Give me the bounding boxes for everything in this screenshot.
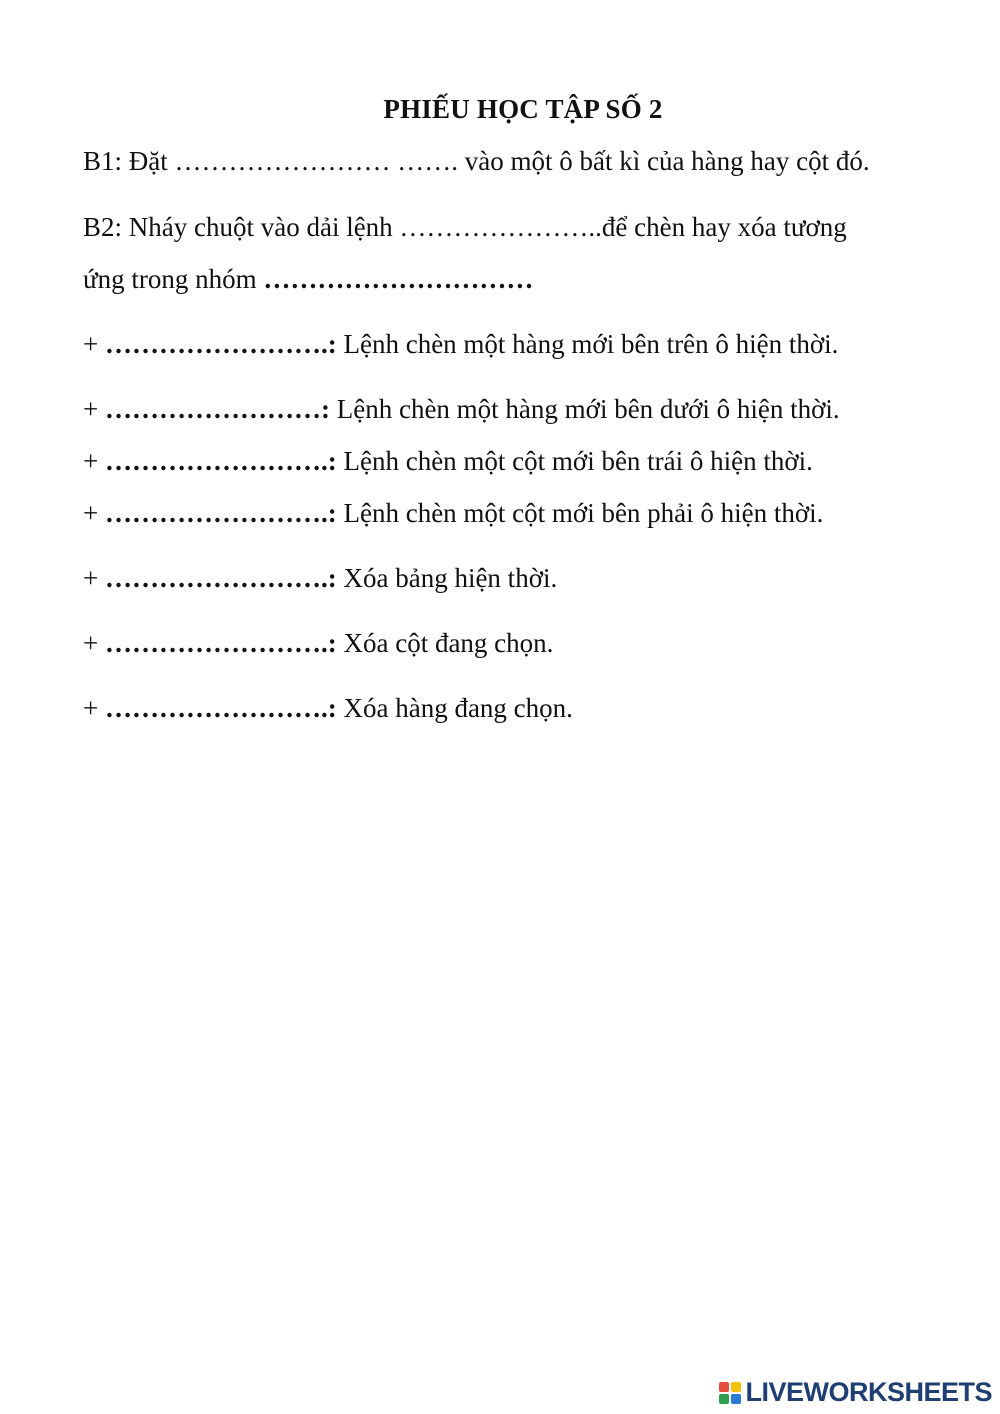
item-prefix: + xyxy=(83,394,105,424)
liveworksheets-logo-icon xyxy=(719,1382,741,1404)
item-prefix: + xyxy=(83,329,105,359)
item-prefix: + xyxy=(83,563,105,593)
answer-blank: ……………………: xyxy=(104,394,330,424)
list-item xyxy=(83,630,553,657)
list-item xyxy=(83,565,557,592)
step-b2-line1: B2: Nháy chuột vào dải lệnh …………………..để chèn hay xóa tương xyxy=(83,212,847,242)
list-item xyxy=(83,396,840,423)
item-text: Xóa hàng đang chọn. xyxy=(336,693,573,723)
answer-blank: …………………….: xyxy=(104,329,337,359)
step-b2-line2-text: ứng trong nhóm xyxy=(83,264,264,294)
answer-blank: …………………….: xyxy=(104,628,337,658)
item-text: Lệnh chèn một hàng mới bên dưới ô hiện thời. xyxy=(329,394,840,424)
item-text: Xóa cột đang chọn. xyxy=(336,628,554,658)
item-prefix: + xyxy=(83,628,105,658)
list-item xyxy=(83,695,573,722)
item-text: Xóa bảng hiện thời. xyxy=(336,563,558,593)
item-prefix: + xyxy=(83,693,105,723)
list-item xyxy=(83,331,838,358)
item-prefix: + xyxy=(83,446,105,476)
answer-blank: …………………….: xyxy=(104,446,337,476)
answer-blank: …………………….: xyxy=(104,563,337,593)
answer-blank: …………………….: xyxy=(104,498,337,528)
answer-blank: …………………….: xyxy=(104,693,337,723)
page-title: PHIẾU HỌC TẬP SỐ 2 xyxy=(383,94,663,124)
item-text: Lệnh chèn một hàng mới bên trên ô hiện thời. xyxy=(336,329,839,359)
list-item xyxy=(83,500,823,527)
liveworksheets-logo xyxy=(719,1377,992,1408)
item-prefix: + xyxy=(83,498,105,528)
list-item xyxy=(83,448,813,475)
step-b2-line2 xyxy=(83,266,533,293)
group-blank: ………………………… xyxy=(263,264,534,294)
step-b1: B1: Đặt …………………… ……. vào một ô bất kì của hàng hay cột đó. xyxy=(83,146,870,176)
logo-text: LIVEWORKSHEETS xyxy=(745,1377,992,1407)
item-text: Lệnh chèn một cột mới bên trái ô hiện thời. xyxy=(336,446,813,476)
item-text: Lệnh chèn một cột mới bên phải ô hiện thời. xyxy=(336,498,824,528)
